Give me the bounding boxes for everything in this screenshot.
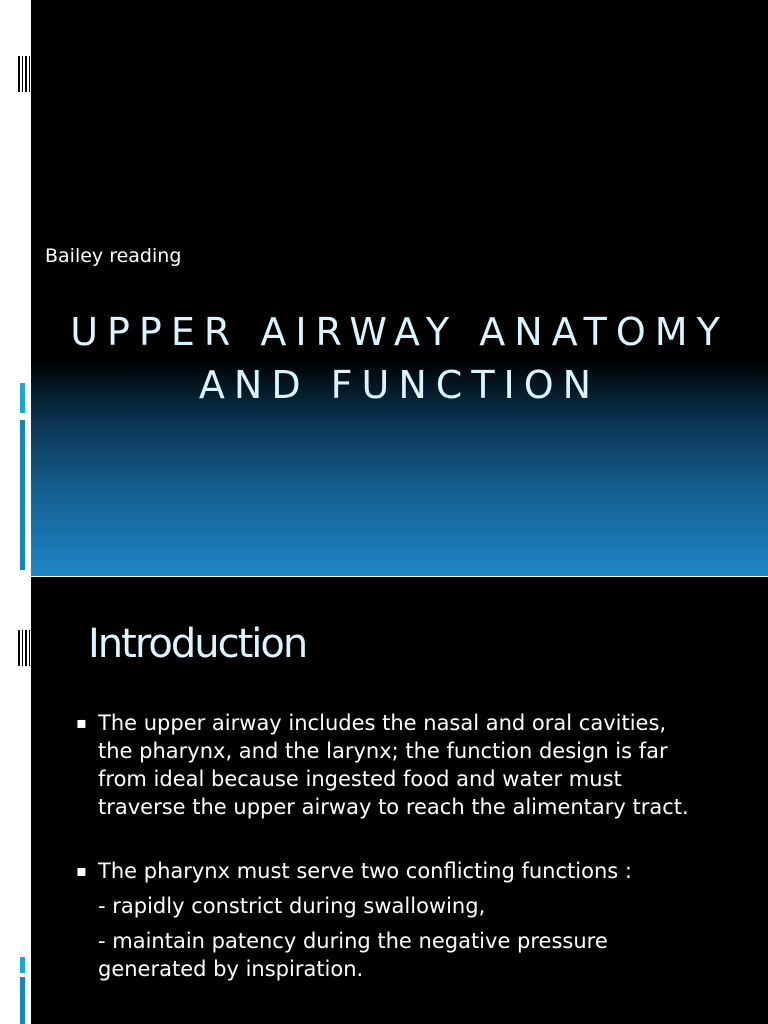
title-line-1: UPPER AIRWAY ANATOMY (70, 310, 729, 354)
slide-subtitle: Bailey reading (45, 245, 182, 267)
sub-item: - maintain patency during the negative pressure generated by inspiration. (98, 929, 608, 981)
bullet-text: The pharynx must serve two conflicting functions : (98, 859, 632, 883)
slide-title (31, 306, 768, 412)
bullet-text: The upper airway includes the nasal and oral cavities, the pharynx, and the larynx; the function design is far from ideal because ingested food and water must traverse the upper airway to reach the alimentary tract. (98, 711, 689, 819)
title-line-2: AND FUNCTION (198, 363, 601, 407)
strip-accent-top (20, 957, 25, 973)
strip-accent-bottom (20, 420, 25, 570)
content-slide (0, 577, 768, 1024)
bullet-item (76, 709, 706, 821)
strip-bars-decoration (18, 630, 32, 666)
bullet-list (76, 709, 706, 983)
strip-bars-decoration (18, 56, 32, 92)
sub-item: - rapidly constrict during swallowing, (98, 894, 486, 918)
strip-accent-bottom (20, 977, 25, 1024)
bullet-marker-icon: ▪ (76, 713, 87, 732)
slide-heading: Introduction (88, 621, 307, 667)
bullet-marker-icon: ▪ (76, 861, 87, 880)
bullet-item (76, 857, 706, 885)
strip-accent-top (20, 383, 25, 413)
